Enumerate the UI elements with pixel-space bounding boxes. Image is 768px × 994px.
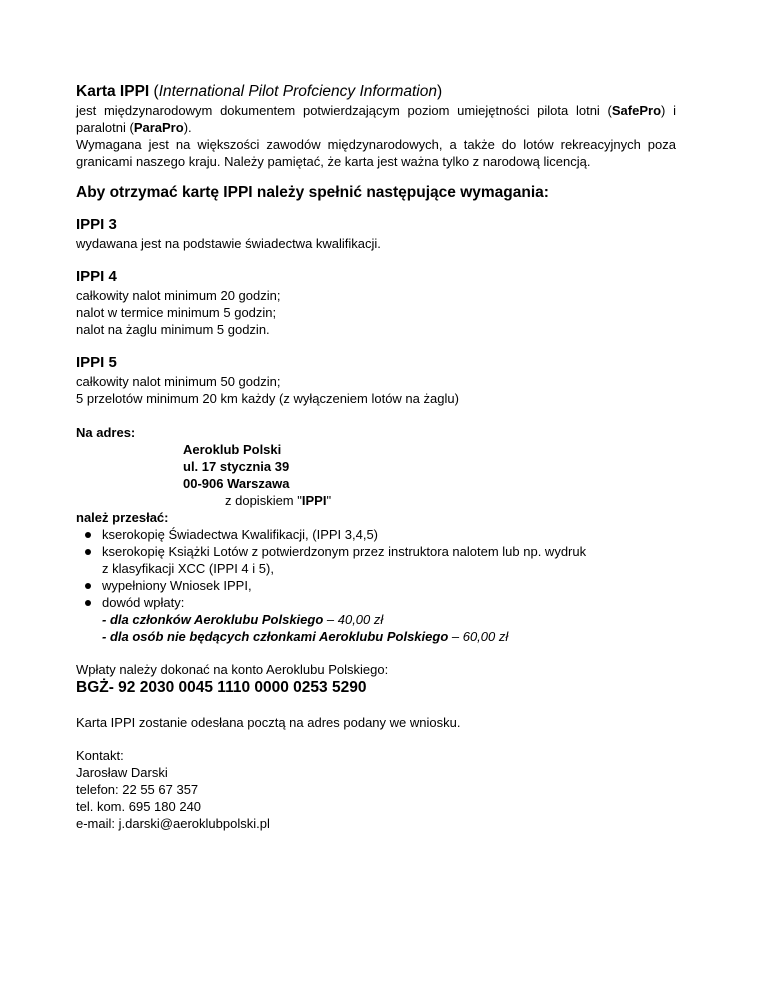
list-item	[76, 543, 676, 577]
fee-nonmembers	[102, 629, 508, 644]
address-line: 00-906 Warszawa	[183, 476, 290, 491]
list-item	[76, 526, 676, 543]
list-item	[76, 577, 676, 594]
address-line: ul. 17 stycznia 39	[183, 459, 290, 474]
contact-phone: telefon: 22 55 67 357	[76, 782, 199, 797]
fee-members-label: - dla członków Aeroklubu Polskiego	[102, 612, 324, 627]
level-line: nalot na żaglu minimum 5 godzin.	[76, 322, 270, 337]
title-open: (	[149, 83, 159, 100]
send-label: należ przesłać:	[76, 510, 169, 525]
delivery-text: Karta IPPI zostanie odesłana pocztą na adres podany we wniosku.	[76, 715, 461, 730]
list-item-text: kserokopię Książki Lotów z potwierdzonym przez instruktora nalotem lub np. wydruk	[102, 544, 587, 559]
address-block	[183, 441, 676, 509]
fee-nonmembers-amount: – 60,00 zł	[448, 629, 509, 644]
intro-paragraph	[76, 102, 676, 136]
title-bold: Karta IPPI	[76, 83, 150, 100]
level-line: całkowity nalot minimum 20 godzin;	[76, 288, 281, 303]
level-title-ippi4: IPPI 4	[76, 268, 117, 285]
level-line: wydawana jest na podstawie świadectwa kwalifikacji.	[76, 236, 381, 251]
annotation-quote: "	[326, 493, 332, 508]
address-label: Na adres:	[76, 425, 136, 440]
fee-members-amount: – 40,00 zł	[323, 612, 384, 627]
contact-mobile: tel. kom. 695 180 240	[76, 799, 202, 814]
title-italic: International Pilot Profciency Information	[158, 83, 437, 100]
intro-parapro: ParaPro	[133, 120, 184, 135]
requirements-heading: Aby otrzymać kartę IPPI należy spełnić następujące wymagania:	[76, 184, 549, 201]
document-title	[76, 82, 676, 102]
document-content	[76, 82, 676, 832]
list-item-text: kserokopię Świadectwa Kwalifikacji, (IPPI 3,4,5)	[102, 527, 379, 542]
list-item-text-cont: z klasyfikacji XCC (IPPI 4 i 5),	[102, 561, 274, 576]
contact-email: e-mail: j.darski@aeroklubpolski.pl	[76, 816, 270, 831]
intro-paragraph-2: Wymagana jest na większości zawodów międzynarodowych, a także do lotów rekreacyjnych poza granicami naszego kraju. Należy pamiętać, że karta jest ważna tylko z narodową licencją.	[76, 137, 676, 169]
level-line: nalot w termice minimum 5 godzin;	[76, 305, 277, 320]
bullet-icon	[85, 583, 91, 589]
level-line: całkowity nalot minimum 50 godzin;	[76, 374, 281, 389]
contact-name: Jarosław Darski	[76, 765, 168, 780]
bank-account: BGŻ- 92 2030 0045 1110 0000 0253 5290	[76, 679, 367, 696]
payment-text: Wpłaty należy dokonać na konto Aeroklubu Polskiego:	[76, 662, 389, 677]
title-close: )	[436, 83, 443, 100]
fee-nonmembers-label: - dla osób nie będących członkami Aeroklubu Polskiego	[102, 629, 449, 644]
level-title-ippi5: IPPI 5	[76, 354, 117, 371]
intro-text-a: jest międzynarodowym dokumentem potwierdzającym poziom umiejętności pilota lotni (	[76, 103, 612, 118]
address-line: Aeroklub Polski	[183, 442, 282, 457]
fee-members	[102, 612, 383, 627]
level-title-ippi3: IPPI 3	[76, 216, 117, 233]
bullet-icon	[85, 532, 91, 538]
annotation-ippi: IPPI	[301, 493, 327, 508]
contact-label: Kontakt:	[76, 748, 124, 763]
bullet-icon	[85, 600, 91, 606]
intro-safepro: SafePro	[611, 103, 662, 118]
list-item-text: wypełniony Wniosek IPPI,	[102, 578, 252, 593]
address-annotation	[225, 492, 676, 509]
intro-text-c: ) i paralotni (	[76, 103, 676, 135]
intro-text-e: ).	[183, 120, 192, 135]
list-item	[76, 594, 676, 645]
annotation-text: z dopiskiem "	[225, 493, 302, 508]
list-item-text: dowód wpłaty:	[102, 595, 185, 610]
bullet-icon	[85, 549, 91, 555]
level-line: 5 przelotów minimum 20 km każdy (z wyłączeniem lotów na żaglu)	[76, 391, 459, 406]
send-list	[76, 526, 676, 645]
